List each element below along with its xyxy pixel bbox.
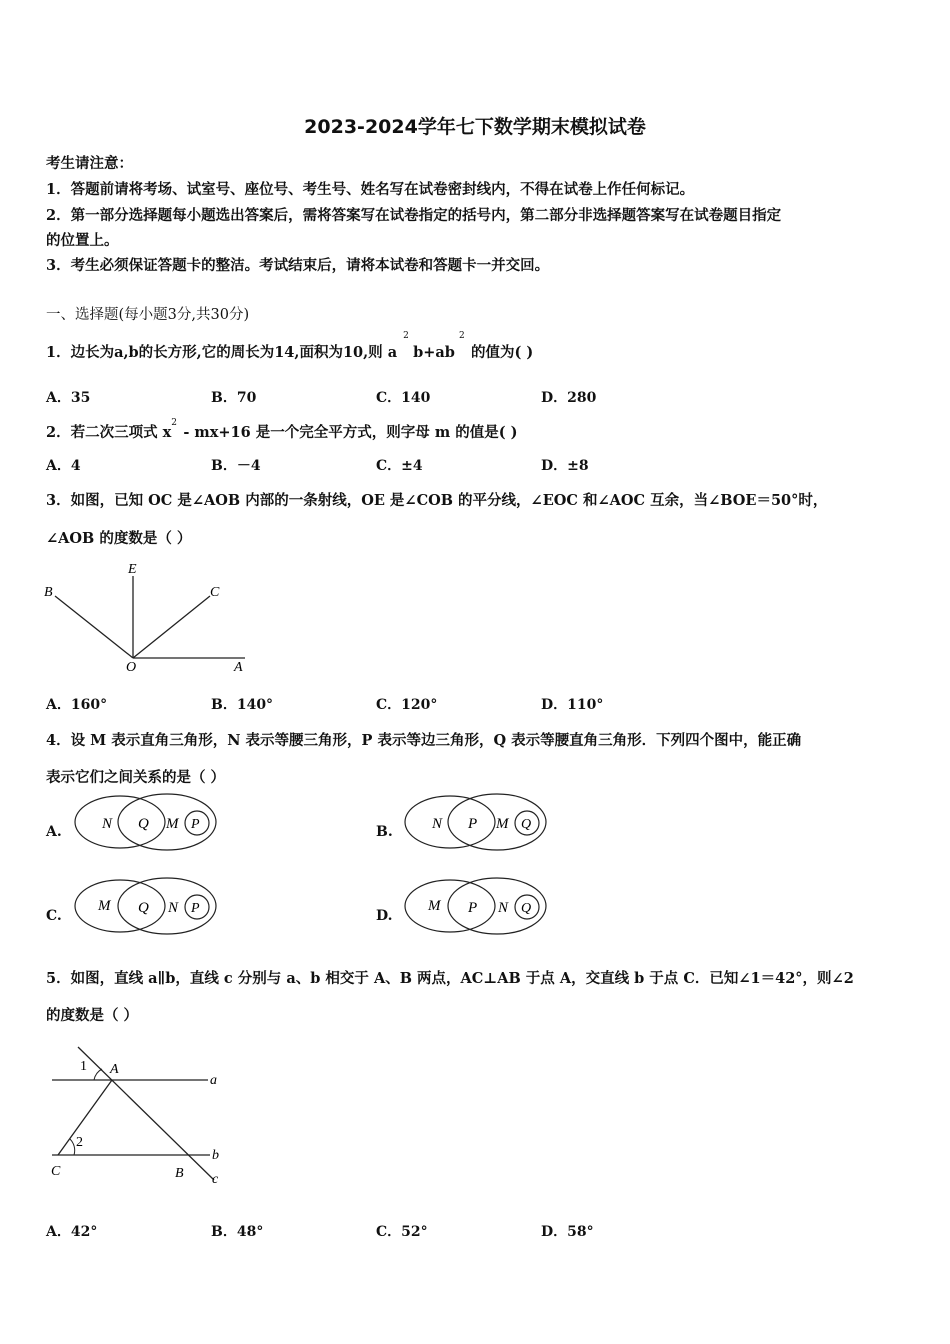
venn-label-mid: P	[468, 900, 478, 916]
q3-option-b[interactable]: B．140°	[211, 697, 274, 713]
angle-1-arc	[94, 1069, 102, 1080]
venn-label-left: M	[428, 898, 441, 914]
label-a: A	[234, 660, 243, 675]
q5-option-c[interactable]: C．52°	[376, 1224, 428, 1240]
notice-item-2-line-1: 2．第一部分选择题每小题选出答案后，需将答案写在试卷指定的括号内，第二部分非选择题答案写在试卷题目指定	[46, 207, 782, 224]
q2-stem	[46, 418, 518, 442]
ray-oc	[133, 596, 210, 658]
q1-option-c[interactable]: C．140	[376, 390, 431, 406]
venn-label-inner: Q	[521, 817, 532, 832]
page-title: 2023-2024学年七下数学期末模拟试卷	[304, 116, 646, 138]
q4-diagram-b[interactable]	[402, 792, 550, 854]
venn-label-mid: Q	[138, 900, 149, 916]
venn-label-inner: P	[191, 817, 200, 832]
q4-option-c-letter[interactable]: C.	[46, 908, 62, 924]
q1-text-b: b+ab	[413, 344, 455, 361]
q1-sup-2: 2	[458, 331, 465, 341]
q4-stem-line-1: 4．设 M 表示直角三角形，N 表示等腰三角形，P 表示等边三角形，Q 表示等腰直角三角形．下列四个图中，能正确	[46, 732, 802, 749]
venn-label-mid: Q	[138, 816, 149, 832]
q4-option-b-letter[interactable]: B.	[376, 824, 393, 840]
q4-diagram-c[interactable]	[72, 876, 220, 938]
angle-2-arc	[70, 1139, 75, 1155]
label-c-point: C	[51, 1164, 61, 1179]
label-b-point: B	[175, 1166, 184, 1181]
q3-option-d[interactable]: D．110°	[541, 697, 604, 713]
notice-item-1: 1．答题前请将考场、试室号、座位号、考生号、姓名写在试卷密封线内，不得在试卷上作任何标记。	[46, 181, 695, 198]
q5-parallel-lines-figure	[42, 1040, 242, 1190]
venn-label-mid: P	[468, 816, 478, 832]
label-o: O	[126, 660, 137, 675]
venn-label-right: N	[168, 900, 179, 916]
venn-label-left: N	[432, 816, 443, 832]
q1-option-a[interactable]: A．35	[46, 390, 91, 406]
notice-heading: 考生请注意：	[46, 155, 133, 172]
notice-item-3: 3．考生必须保证答题卡的整洁。考试结束后，请将本试卷和答题卡一并交回。	[46, 257, 550, 274]
line-c	[78, 1047, 214, 1180]
q5-stem-line-2: 的度数是（ ）	[46, 1007, 139, 1024]
label-b-line: b	[212, 1148, 219, 1163]
venn-label-left: M	[98, 898, 111, 914]
ray-ob	[55, 596, 133, 658]
venn-label-right: N	[498, 900, 509, 916]
venn-label-inner: P	[191, 901, 200, 916]
q1-stem	[46, 331, 534, 362]
q5-option-b[interactable]: B．48°	[211, 1224, 264, 1240]
venn-label-right: M	[166, 816, 179, 832]
q4-stem-line-2: 表示它们之间关系的是（ ）	[46, 769, 226, 786]
q4-option-a-letter[interactable]: A.	[46, 824, 62, 840]
section-heading: 一、选择题(每小题3分,共30分)	[46, 307, 250, 323]
q2-option-c[interactable]: C．±4	[376, 458, 423, 474]
q4-option-d-letter[interactable]: D.	[376, 908, 393, 924]
venn-label-inner: Q	[521, 901, 532, 916]
q3-angle-figure	[40, 556, 255, 680]
q2-option-b[interactable]: B．－4	[211, 458, 261, 474]
venn-label-left: N	[102, 816, 113, 832]
notice-item-2-line-2: 的位置上。	[46, 232, 119, 249]
q2-text-b: - mx+16 是一个完全平方式，则字母 m 的值是( )	[178, 424, 518, 441]
label-b: B	[44, 585, 53, 600]
label-c: C	[210, 585, 220, 600]
q5-option-d[interactable]: D．58°	[541, 1224, 594, 1240]
q5-option-a[interactable]: A．42°	[46, 1224, 98, 1240]
q1-sup-1: 2	[403, 331, 409, 341]
segment-ac	[58, 1080, 112, 1155]
venn-label-right: M	[496, 816, 509, 832]
q4-diagram-d[interactable]	[402, 876, 550, 938]
q3-option-a[interactable]: A．160°	[46, 697, 108, 713]
q2-option-d[interactable]: D．±8	[541, 458, 589, 474]
q2-sup: 2	[171, 418, 178, 428]
label-e: E	[128, 562, 137, 577]
q4-diagram-a[interactable]	[72, 792, 220, 854]
q3-stem-line-2: ∠AOB 的度数是（ ）	[46, 530, 192, 547]
q2-option-a[interactable]: A．4	[46, 458, 81, 474]
q1-option-b[interactable]: B．70	[211, 390, 257, 406]
q1-option-d[interactable]: D．280	[541, 390, 597, 406]
q3-stem-line-1: 3．如图，已知 OC 是∠AOB 内部的一条射线，OE 是∠COB 的平分线，∠EOC 和∠AOC 互余，当∠BOE＝50°时，	[46, 492, 828, 509]
label-c-line: c	[212, 1172, 219, 1187]
q3-option-c[interactable]: C．120°	[376, 697, 438, 713]
label-a-point: A	[110, 1062, 119, 1077]
label-1: 1	[80, 1059, 87, 1074]
q1-text-c: 的值为( )	[470, 344, 534, 361]
q1-text-a: 1．边长为a,b的长方形,它的周长为14,面积为10,则 a	[46, 344, 398, 361]
q5-stem-line-1: 5．如图，直线 a∥b，直线 c 分别与 a、b 相交于 A、B 两点，AC⊥AB 于点 A，交直线 b 于点 C．已知∠1＝42°，则∠2	[46, 970, 854, 987]
q2-text-a: 2．若二次三项式 x	[46, 424, 172, 441]
label-a-line: a	[210, 1073, 217, 1088]
label-2: 2	[76, 1135, 83, 1150]
